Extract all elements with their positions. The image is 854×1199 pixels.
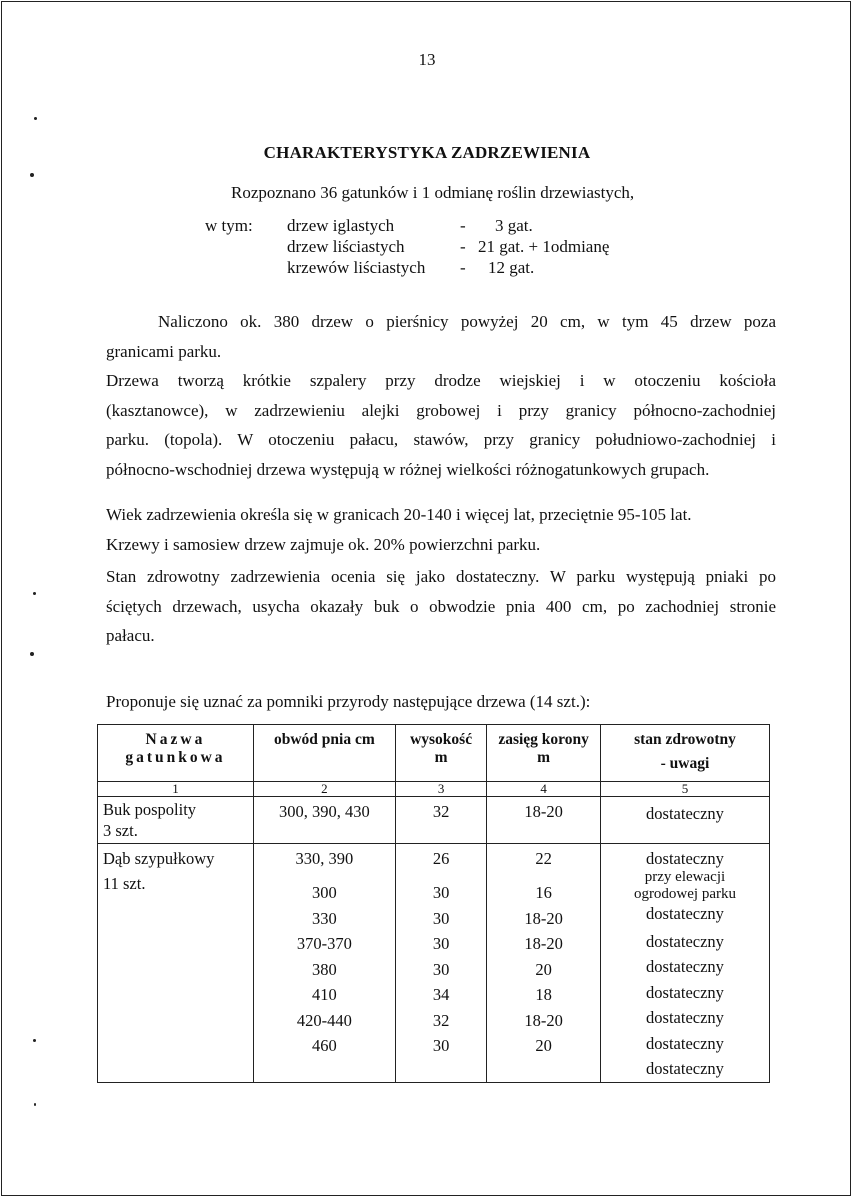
scan-speck	[34, 117, 37, 120]
state-cell: dostateczny	[600, 797, 769, 844]
circumference-column	[253, 844, 395, 1083]
paragraph-tree-layout	[106, 366, 776, 484]
crown-cell: 20	[535, 959, 552, 979]
state-column	[600, 844, 769, 1083]
circumference-cell: 300, 390, 430	[253, 797, 395, 844]
header-circumference: obwód pnia cm	[253, 725, 395, 782]
section-title: CHARAKTERYSTYKA ZADRZEWIENIA	[263, 143, 591, 162]
paragraph-health	[106, 562, 776, 651]
breakdown-count: 21 gat. + 1odmianę	[478, 237, 610, 256]
breakdown-type: drzew liściastych	[287, 237, 405, 256]
text-line: północno-wschodniej drzewa występują w różnej wielkości różnogatunkowych grupach.	[106, 459, 710, 479]
height-cell: 34	[432, 985, 450, 1004]
crown-column	[487, 844, 601, 1083]
header-height: wysokość m	[395, 725, 486, 782]
text-line: pałacu.	[106, 626, 155, 645]
height-cell: 30	[432, 883, 450, 902]
species-cell: Dąb szypułkowy 11 szt.	[98, 844, 254, 1083]
column-number-row	[98, 782, 770, 797]
species-summary: Rozpoznano 36 gatunków i 1 odmianę roślin drzewiastych,	[231, 183, 635, 202]
crown-cell: 20	[535, 1036, 552, 1055]
scan-speck	[30, 652, 34, 656]
circumference-cell: 420-440	[296, 1010, 352, 1030]
breakdown-count: 3 gat.	[495, 216, 533, 235]
crown-cell: 18	[535, 985, 552, 1004]
circumference-cell: 410	[312, 985, 337, 1004]
column-number: 1	[98, 782, 254, 797]
breakdown-type: drzew iglastych	[287, 216, 395, 235]
header-species: Nazwa gatunkowa	[98, 725, 254, 782]
height-cell: 32	[432, 1010, 450, 1030]
crown-cell: 18-20	[524, 1010, 563, 1030]
height-cell: 30	[432, 1036, 450, 1055]
breakdown-dash: -	[460, 237, 466, 256]
state-cell: dostateczny	[646, 1033, 724, 1053]
scan-speck	[33, 1039, 36, 1042]
circumference-cell: 460	[312, 1036, 337, 1055]
breakdown-label: w tym:	[205, 216, 253, 235]
column-number: 5	[600, 782, 769, 797]
state-cell: dostateczny	[646, 982, 724, 1002]
height-cell: 26	[432, 849, 450, 868]
text-line: Naliczono ok. 380 drzew o pierśnicy powyżej 20 cm, w tym 45 drzew poza	[158, 312, 776, 331]
circumference-cell: 370-370	[296, 934, 352, 953]
paragraph-shrubs	[106, 530, 776, 560]
state-cell: dostateczny	[646, 1059, 724, 1078]
header-crown: zasięg korony m	[487, 725, 601, 782]
breakdown-count: 12 gat.	[488, 258, 535, 277]
breakdown-dash: -	[460, 216, 466, 235]
monument-trees-table	[97, 724, 770, 1083]
scan-speck	[30, 173, 34, 177]
species-cell: Buk pospolity 3 szt.	[98, 797, 254, 844]
state-note: przy elewacji ogrodowej parku	[633, 869, 736, 902]
text-line: Wiek zadrzewienia określa się w granicach 20-140 i więcej lat, przeciętnie 95-105 lat.	[106, 505, 692, 524]
text-line: ściętych drzewach, usycha okazały buk o obwodzie pnia 400 cm, po zachodniej stronie	[106, 596, 776, 616]
height-cell: 32	[395, 797, 486, 844]
height-cell: 30	[432, 959, 450, 979]
breakdown-type: krzewów liściastych	[287, 258, 426, 277]
circumference-cell: 330	[312, 908, 337, 928]
column-number: 3	[395, 782, 486, 797]
column-number: 4	[487, 782, 601, 797]
circumference-cell: 380	[312, 959, 337, 979]
state-cell: dostateczny	[646, 849, 724, 868]
table-row	[98, 844, 770, 1083]
paragraph-tree-age	[106, 500, 776, 530]
header-state: stan zdrowotny - uwagi	[600, 725, 769, 782]
text-line: Stan zdrowotny zadrzewienia ocenia się jako dostateczny. W parku występują pniaki po	[106, 567, 776, 586]
state-cell: dostateczny	[646, 931, 724, 951]
crown-cell: 16	[535, 883, 552, 902]
height-cell: 30	[432, 908, 450, 928]
state-cell: dostateczny	[646, 1008, 724, 1027]
table-header-row	[98, 725, 770, 782]
crown-cell: 22	[535, 849, 552, 868]
table-row	[98, 797, 770, 844]
breakdown-dash: -	[460, 258, 466, 277]
text-line: Drzewa tworzą krótkie szpalery przy drodze wiejskiej i w otoczeniu kościoła	[106, 371, 776, 390]
height-cell: 30	[432, 934, 450, 953]
page-number: 13	[418, 50, 436, 69]
text-line: parku. (topola). W otoczeniu pałacu, stawów, przy granicy południowo-zachodniej i	[106, 430, 776, 449]
state-cell: dostateczny	[646, 957, 724, 976]
scan-speck	[34, 1103, 36, 1106]
text-line: (kasztanowce), w zadrzewieniu alejki grobowej i przy granicy północno-zachodniej	[106, 400, 776, 420]
state-cell: dostateczny	[646, 904, 724, 923]
text-line: granicami parku.	[106, 341, 222, 361]
scan-speck	[33, 592, 36, 595]
table-intro: Proponuje się uznać za pomniki przyrody następujące drzewa (14 szt.):	[106, 692, 591, 711]
crown-cell: 18-20	[524, 934, 563, 953]
column-number: 2	[253, 782, 395, 797]
circumference-cell: 300	[312, 883, 337, 902]
crown-cell: 18-20	[524, 908, 563, 928]
circumference-cell: 330, 390	[295, 849, 354, 868]
crown-cell: 18-20	[487, 797, 601, 844]
text-line: Krzewy i samosiew drzew zajmuje ok. 20% powierzchni parku.	[106, 535, 541, 554]
paragraph-tree-count	[106, 307, 776, 366]
height-column	[395, 844, 486, 1083]
